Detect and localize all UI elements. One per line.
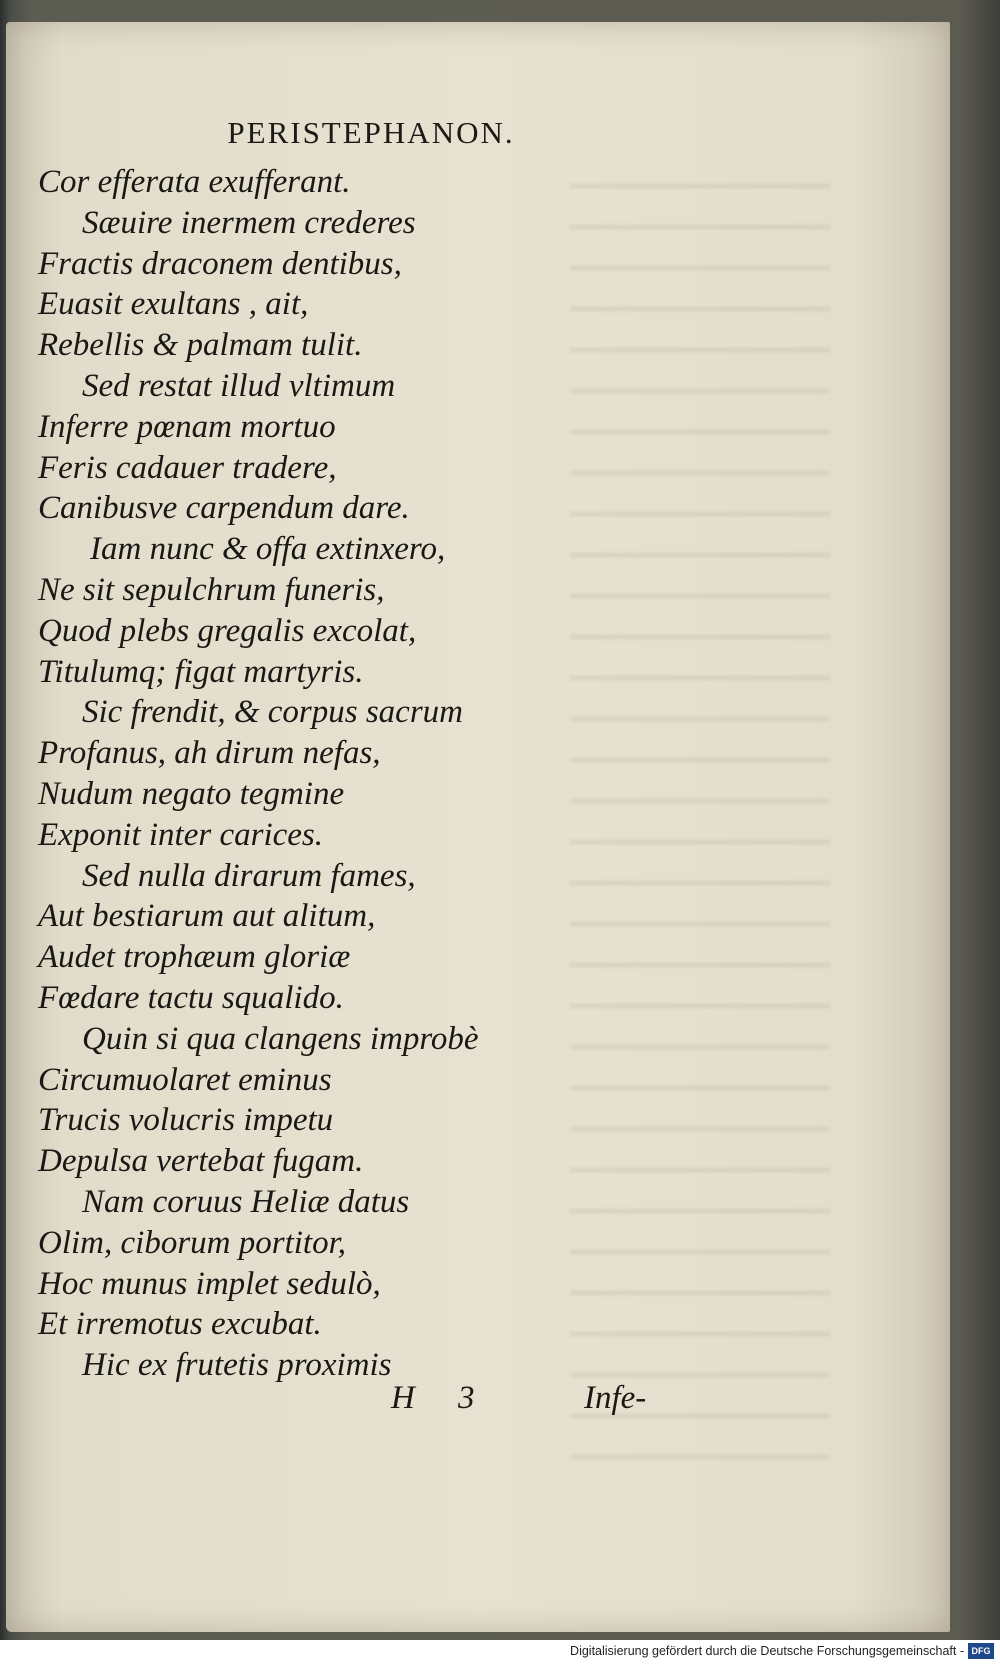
- verse-line: Inferre pœnam mortuo: [38, 408, 336, 445]
- verse-line: Olim, ciborum portitor,: [38, 1224, 347, 1261]
- verse-line: Titulumq; figat martyris.: [38, 653, 364, 690]
- verse-line: Canibusve carpendum dare.: [38, 490, 410, 527]
- footer-bar: [0, 1640, 1000, 1665]
- verse-line: Audet trophæum gloriæ: [38, 939, 351, 976]
- catchword: Infe-: [584, 1380, 647, 1416]
- verse-line: Quin si qua clangens improbè: [82, 1020, 479, 1057]
- verse-line: Hic ex frutetis proximis: [82, 1347, 392, 1384]
- verse-line: Sic frendit, & corpus sacrum: [82, 694, 463, 731]
- verse-line: Quod plebs gregalis excolat,: [38, 612, 417, 649]
- verse-line: Fœdare tactu squalido.: [38, 979, 344, 1016]
- verse-line: Euasit exultans , ait,: [38, 286, 309, 323]
- verse-line: Sæuire inermem crederes: [82, 204, 416, 241]
- verse-line: Cor efferata exufferant.: [38, 164, 351, 200]
- book-page: [6, 22, 950, 1632]
- verse-line: Rebellis & palmam tulit.: [38, 327, 363, 364]
- verse-line: Feris cadauer tradere,: [38, 449, 337, 486]
- verse-line: Nudum negato tegmine: [38, 775, 345, 812]
- verse-line: Circumuolaret eminus: [38, 1061, 332, 1098]
- footer-credit: Digitalisierung gefördert durch die Deutsche Forschungsgemeinschaft -: [570, 1644, 964, 1658]
- verse-line: Depulsa vertebat fugam.: [38, 1143, 364, 1180]
- signature-mark: H: [391, 1380, 415, 1416]
- signature-number: 3: [458, 1380, 475, 1416]
- verse-line: Sed nulla dirarum fames,: [82, 857, 416, 894]
- verse-line: Hoc munus implet sedulò,: [38, 1265, 381, 1302]
- running-head: PERISTEPHANON.: [227, 115, 515, 150]
- verse-line: Sed restat illud vltimum: [82, 367, 396, 404]
- verse-line: Trucis volucris impetu: [38, 1102, 334, 1139]
- verse-line: Fractis draconem dentibus,: [38, 245, 402, 282]
- verse-block: [6, 162, 950, 1386]
- verse-line: Profanus, ah dirum nefas,: [38, 735, 381, 772]
- dfg-logo: DFG: [968, 1643, 994, 1659]
- verse-line: Exponit inter carices.: [38, 816, 324, 853]
- verse-line: Ne sit sepulchrum funeris,: [38, 571, 385, 608]
- verse-line: Et irremotus excubat.: [38, 1306, 322, 1343]
- verse-line: Nam coruus Heliæ datus: [82, 1183, 410, 1220]
- verse-line: Iam nunc & offa extinxero,: [90, 531, 446, 568]
- verse-line: Aut bestiarum aut alitum,: [38, 898, 376, 935]
